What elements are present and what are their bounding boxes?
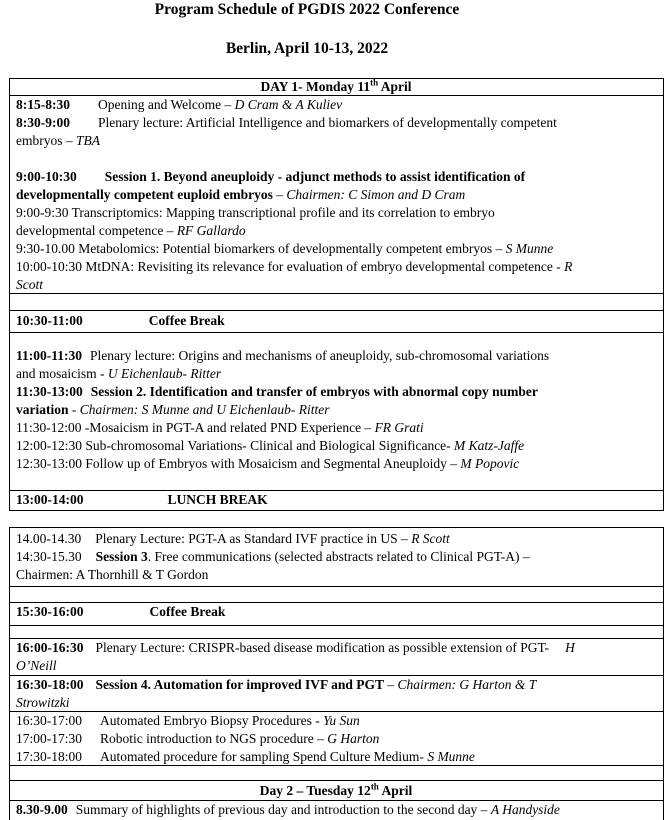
session4-title-cont: Strowitzki: [16, 695, 70, 710]
coffee-break-row: 10:30-11:00 Coffee Break: [16, 313, 225, 328]
plenary1-row-cont: embryos – TBA: [16, 133, 101, 148]
document-title: Program Schedule of PGDIS 2022 Conference: [154, 1, 460, 18]
session2-title: 11:30-13:00 Session 2. Identification and transfer of embryos with abnormal copy number: [16, 384, 538, 399]
session4-talk: 16:30-17:00 Automated Embryo Biopsy Procedures - Yu Sun: [16, 713, 360, 728]
divider: [9, 332, 664, 333]
coffee-break-row: 15:30-16:00 Coffee Break: [16, 604, 226, 619]
divider: [9, 625, 664, 626]
session3-chairs: Chairmen: A Thornhill & T Gordon: [16, 567, 209, 582]
session1-talk: 10:00-10:30 MtDNA: Revisiting its relevance for evaluation of embryo developmental competence - R: [16, 259, 573, 274]
session1-title: 9:00-10:30 Session 1. Beyond aneuploidy - adjunct methods to assist identification of: [16, 169, 526, 184]
session1-talk: 9:30-10.00 Metabolomics: Potential biomarkers of developmentally competent embryos – S Munne: [16, 241, 554, 256]
plenary4-block: [16, 639, 656, 675]
divider: [9, 527, 664, 528]
plenary1-row: 8:30-9:00 Plenary lecture: Artificial Intelligence and biomarkers of developmentally competent: [16, 115, 557, 130]
plenary4-row-cont: O’Neill: [16, 658, 57, 673]
day2-heading: Day 2 – Tuesday 12th April: [259, 781, 413, 798]
session1-talk-cont: Scott: [16, 277, 43, 292]
session2-talk: 11:30-12:00 -Mosaicism in PGT-A and related PND Experience – FR Grati: [16, 420, 424, 435]
session4-block: [16, 676, 656, 766]
day1-heading: DAY 1- Monday 11th April: [260, 77, 412, 94]
lunch-break-row: 13:00-14:00 LUNCH BREAK: [16, 492, 268, 507]
divider: [9, 780, 664, 781]
session1-talk: 9:00-9:30 Transcriptomics: Mapping transcriptional profile and its correlation to embryo: [16, 205, 495, 220]
session3-row: 14:30-15.30 Session 3. Free communications (selected abstracts related to Clinical PGT-A) –: [16, 549, 530, 564]
session1-talk-cont: developmental competence – RF Gallardo: [16, 223, 246, 238]
session2-talk: 12:30-13:00 Follow up of Embryos with Mosaicism and Segmental Aneuploidy – M Popovic: [16, 456, 520, 471]
session2-title-cont: variation - Chairmen: S Munne and U Eichenlaub- Ritter: [16, 402, 330, 417]
plenary2-row-cont: and mosaicism - U Eichenlaub- Ritter: [16, 366, 222, 381]
divider: [9, 510, 664, 511]
plenary2-row: 11:00-11:30 Plenary lecture: Origins and mechanisms of aneuploidy, sub-chromosomal variations: [16, 348, 550, 363]
session1-title-cont: developmentally competent euploid embryos – Chairmen: C Simon and D Cram: [16, 187, 466, 202]
plenary3-row: 14.00-14.30 Plenary Lecture: PGT-A as Standard IVF practice in US – R Scott: [16, 531, 450, 546]
divider: [9, 310, 664, 311]
session2-talk: 12:00-12:30 Sub-chromosomal Variations- Clinical and Biological Significance- M Katz-Jaffe: [16, 438, 525, 453]
plenary4-row: 16:00-16:30 Plenary Lecture: CRISPR-based disease modification as possible extension of PGT- H: [16, 640, 575, 655]
late-morning-block: [16, 347, 656, 473]
session4-talk: 17:30-18:00 Automated procedure for sampling Spend Culture Medium- S Munne: [16, 749, 475, 764]
afternoon-block: [16, 530, 656, 584]
session4-talk: 17:00-17:30 Robotic introduction to NGS procedure – G Harton: [16, 731, 380, 746]
session4-title: 16:30-18:00 Session 4. Automation for improved IVF and PGT – Chairmen: G Harton & T: [16, 677, 537, 692]
document-subtitle: Berlin, April 10-13, 2022: [225, 40, 389, 57]
spacer: [16, 150, 656, 168]
divider: [9, 586, 664, 587]
opening-row: 8:15-8:30 Opening and Welcome – D Cram & A Kuliev: [16, 97, 343, 112]
morning-block: [16, 96, 656, 294]
day2-summary-row: 8.30-9.00 Summary of highlights of previous day and introduction to the second day – A Handyside: [16, 802, 560, 817]
